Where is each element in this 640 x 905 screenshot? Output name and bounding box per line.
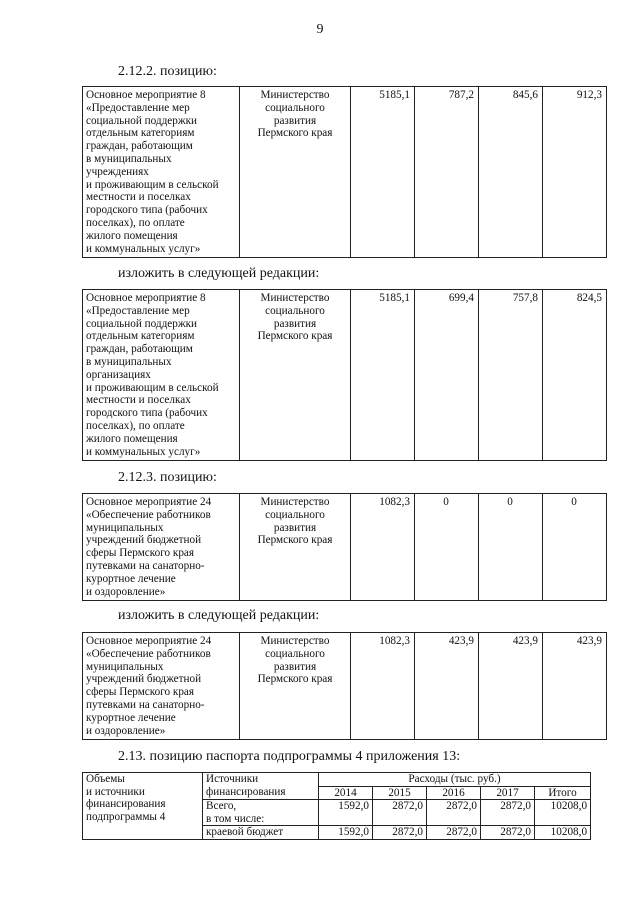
value-cell: 2872,0	[481, 826, 535, 840]
row-label-line: в том числе:	[206, 812, 265, 825]
row-label-regional: краевой бюджет	[203, 826, 319, 840]
row-label-line: Всего,	[206, 800, 237, 812]
responsible-ministry: Министерство социального развития Пермского края	[240, 87, 351, 258]
measure-table-new-24	[82, 632, 607, 740]
passport-label-line: Объемы	[86, 773, 125, 785]
measure-table-old-24	[82, 493, 607, 601]
value-cell: 1082,3	[351, 633, 415, 740]
year-header: 2016	[427, 786, 481, 800]
responsible-ministry: Министерство социального развития Пермского края	[240, 494, 351, 601]
value-cell: 0	[479, 494, 543, 601]
year-header: 2014	[319, 786, 373, 800]
sources-header-line: финансирования	[206, 785, 286, 798]
value-cell: 824,5	[543, 290, 607, 461]
value-cell: 787,2	[415, 87, 479, 258]
value-cell: 423,9	[479, 633, 543, 740]
table-row	[83, 87, 607, 258]
passport-label-cell	[83, 773, 203, 840]
measure-description: Основное мероприятие 8 «Предоставление мер социальной поддержки отдельным категориям граждан, работающим в муниципальных учреждениях и проживающим в сельской местности и поселках городского типа (рабочих поселках), по оплате жилого помещения и коммунальных услуг»	[83, 87, 240, 258]
value-cell: 5185,1	[351, 290, 415, 461]
table-row	[83, 633, 607, 740]
value-cell: 0	[543, 494, 607, 601]
value-cell: 1592,0	[319, 800, 373, 826]
value-cell: 2872,0	[427, 800, 481, 826]
section-heading-new-edition: изложить в следующей редакции:	[118, 266, 320, 281]
row-label-total	[203, 800, 319, 826]
passport-label-line: финансирования	[86, 798, 166, 810]
measure-table-old-8	[82, 86, 607, 258]
page-number: 9	[316, 22, 324, 37]
value-cell: 1082,3	[351, 494, 415, 601]
table-row	[83, 290, 607, 461]
value-cell: 2872,0	[373, 826, 427, 840]
section-heading-2-12-2: 2.12.2. позицию:	[118, 64, 217, 79]
value-cell: 845,6	[479, 87, 543, 258]
sources-header	[203, 773, 319, 800]
value-cell: 10208,0	[535, 826, 591, 840]
measure-description: Основное мероприятие 8 «Предоставление мер социальной поддержки отдельным категориям граждан, работающим в муниципальных организациях и проживающим в сельской местности и поселках городского типа (рабочих поселках), по оплате жилого помещения и коммунальных услуг»	[83, 290, 240, 461]
measure-description: Основное мероприятие 24 «Обеспечение работников муниципальных учреждений бюджетной сферы Пермского края путевками на санаторно- курортное лечение и оздоровление»	[83, 494, 240, 601]
responsible-ministry: Министерство социального развития Пермского края	[240, 290, 351, 461]
section-heading-2-12-3: 2.12.3. позицию:	[118, 470, 217, 485]
table-row	[83, 494, 607, 601]
value-cell: 757,8	[479, 290, 543, 461]
sources-header-line: Источники	[206, 773, 259, 785]
passport-label-line: подпрограммы 4	[86, 810, 166, 823]
passport-label-line: и источники	[86, 785, 145, 798]
value-cell: 10208,0	[535, 800, 591, 826]
value-cell: 2872,0	[427, 826, 481, 840]
responsible-ministry: Министерство социального развития Пермского края	[240, 633, 351, 740]
year-header: 2017	[481, 786, 535, 800]
year-header: 2015	[373, 786, 427, 800]
value-cell: 2872,0	[373, 800, 427, 826]
value-cell: 2872,0	[481, 800, 535, 826]
value-cell: 423,9	[543, 633, 607, 740]
expenses-header: Расходы (тыс. руб.)	[319, 773, 591, 787]
value-cell: 699,4	[415, 290, 479, 461]
table-row	[83, 773, 591, 787]
value-cell: 912,3	[543, 87, 607, 258]
value-cell: 1592,0	[319, 826, 373, 840]
total-header: Итого	[535, 786, 591, 800]
value-cell: 0	[415, 494, 479, 601]
passport-table	[82, 772, 591, 840]
measure-table-new-8	[82, 289, 607, 461]
section-heading-2-13: 2.13. позицию паспорта подпрограммы 4 приложения 13:	[118, 749, 461, 764]
section-heading-new-edition: изложить в следующей редакции:	[118, 608, 320, 623]
value-cell: 423,9	[415, 633, 479, 740]
value-cell: 5185,1	[351, 87, 415, 258]
measure-description: Основное мероприятие 24 «Обеспечение работников муниципальных учреждений бюджетной сферы Пермского края путевками на санаторно- курортное лечение и оздоровление»	[83, 633, 240, 740]
